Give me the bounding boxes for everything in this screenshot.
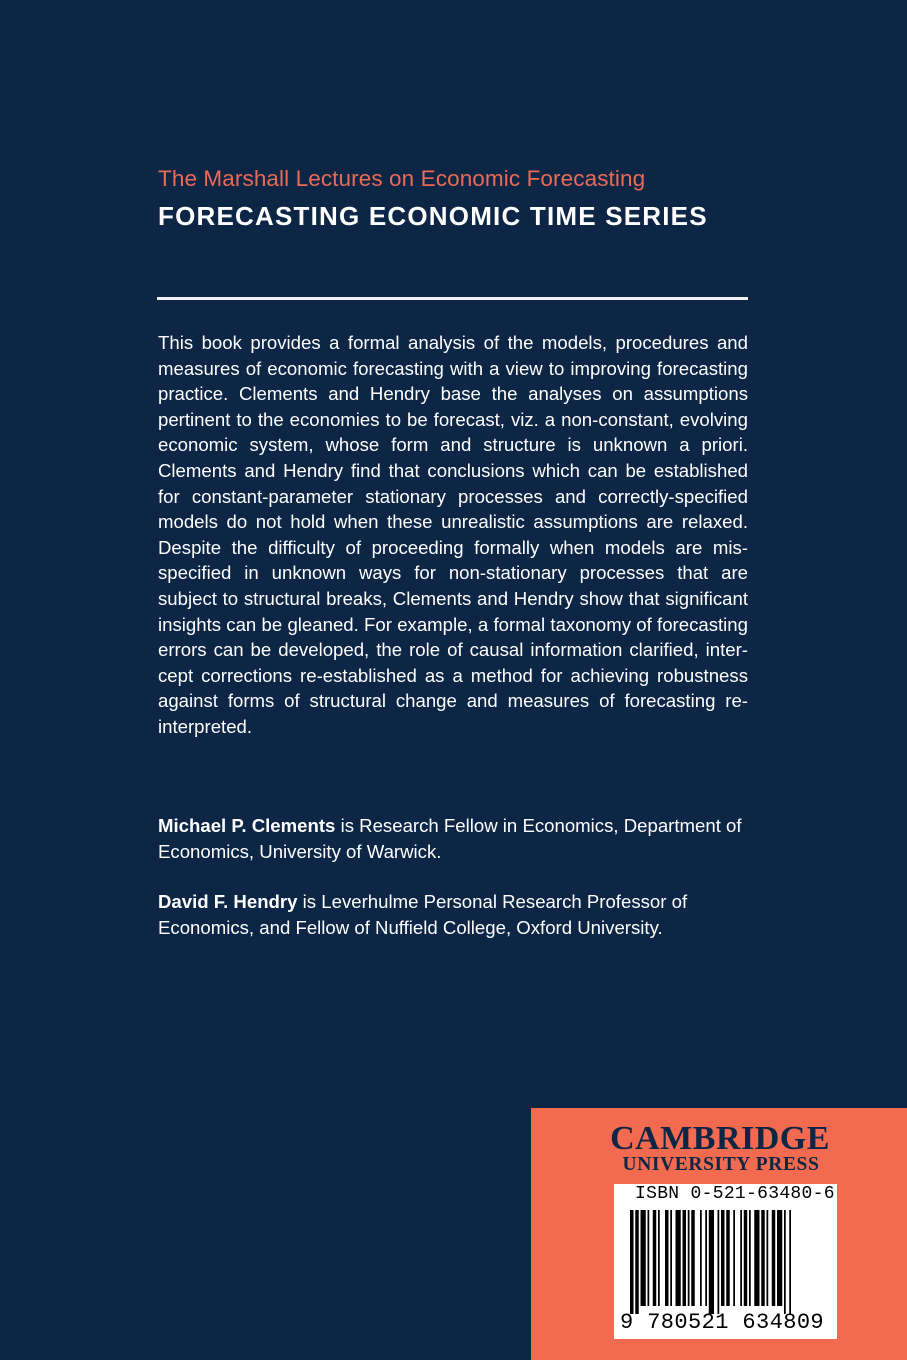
publisher-name: CAMBRIDGE [610,1120,830,1157]
book-title: FORECASTING ECONOMIC TIME SERIES [158,201,708,231]
publisher-panel [531,1108,907,1360]
author-bio-text-clements: is Research Fellow in Economics, Department of Economics, University of Warwick. [158,815,742,862]
barcode-label [614,1184,837,1339]
publisher-subname: UNIVERSITY PRESS [622,1154,820,1175]
author-name-clements: Michael P. Clements [158,815,336,836]
author-bio-clements [158,813,758,864]
series-title: The Marshall Lectures on Economic Forecasting [158,166,646,191]
author-name-hendry: David F. Hendry [158,891,298,912]
ean-number: 9 780521 634809 [620,1310,825,1335]
author-bio-hendry [158,889,758,940]
isbn-number: ISBN 0-521-63480-6 [635,1184,835,1204]
author-bio-text-hendry: is Leverhulme Personal Research Professor of Economics, and Fellow of Nuffield College, Oxford University. [158,891,688,938]
book-description: This book provides a formal analysis of the models, procedures and measures of economic forecasting with a view to improving forecasting practice. Clements and Hendry base the analyses on assumptions pertinent to the economies to be forecast, viz. a non-constant, evolving economic system, whose form and structure is unknown a priori. Clements and Hendry find that conclusions which can be established for constant-parameter stationary processes and correctly-specified models do not hold when these unrealistic assumptions are relaxed. Despite the difficulty of proceeding formally when models are mis-specified in unknown ways for non-stationary processes that are subject to structural breaks, Clements and Hendry show that significant insights can be gleaned. For example, a formal taxonomy of forecasting errors can be developed, the role of causal information clarified, intercept corrections re-established as a method for achieving robustness against forms of structural change and measures of forecasting re-interpreted. [158,332,748,737]
divider-rule [157,297,748,300]
